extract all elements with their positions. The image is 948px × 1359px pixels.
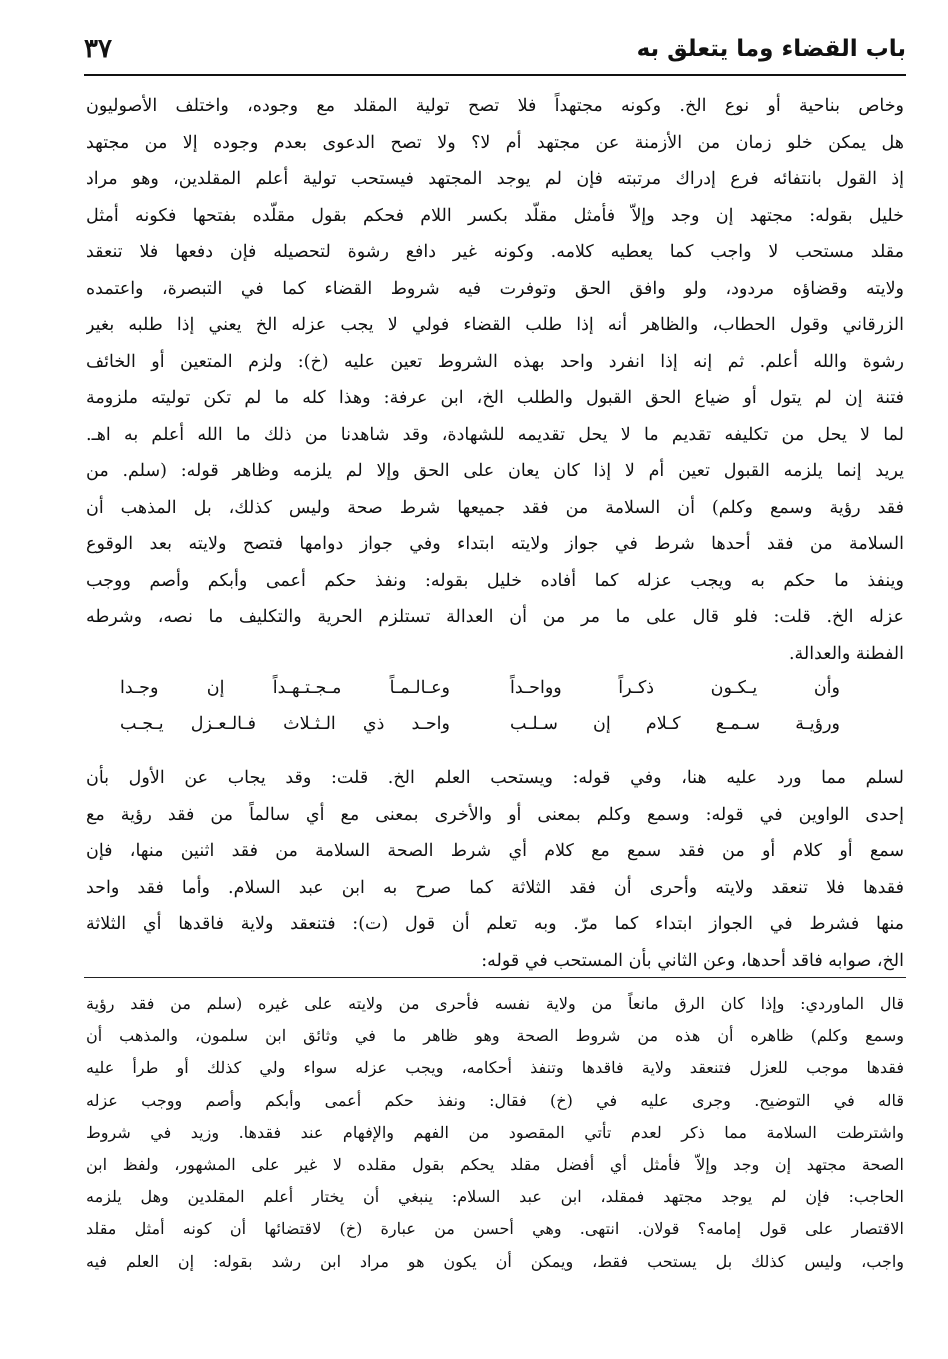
text-line: فقد رؤية وسمع وكلم) أن السلامة من فقد جميعها شرط صحة وليس كذلك، بل المذهب أن [86,497,904,518]
text-line: خليل بقوله: مجتهد إن وجد وإلاّ فأمثل مقلّد بكسر اللام فحكم بقول مقلّده بفتحها فكونه أمثل [86,205,904,226]
text-line: يريد إنما يلزمه القبول تعين أم لا إذا كان يعان على الحق وإلا لم يلزمه وظاهر قوله: (سلم. من [86,461,904,481]
footnote-line: قاله في التوضيح. وجرى عليه في (خ) فقال: ونفذ حكم أعمى وأبكم وأصم ووجب عزله [86,1090,904,1110]
text-line: فتنة إن لم يتول أو ضياع الحق القبول والطلب الخ، ابن عرفة: وهذا كله ما لم تكن توليته ملزومة [86,388,904,408]
verse-second-hemistich: واحـد ذي الـثـلاث فـالـعـزل يـجـب [120,714,450,734]
verse-second-hemistich: وعـالـمـاً مـجـتـهـداً إن وجـدا [120,678,450,698]
main-text-block-2 [86,760,904,979]
poem-verses [120,670,840,742]
footnote-line: قال الماوردي: وإذا كان الرق مانعاً من ولاية نفسه فأحرى من ولايته على غيره (سلم من فقد رؤية [86,994,904,1013]
text-line: عزله الخ. قلت: فلو قال على ما مر من أن العدالة تستلزم الحرية والتكليف ما نصه، وشرطه [86,607,904,627]
footnote-line: وسمع وكلم) ظاهره أن هذه من شروط الصحة وهو ظاهر ما في وثائق ابن سلمون، والمذهب أن [86,1026,904,1046]
footnotes-block [86,988,904,1278]
text-line: سمع أو كلام أو من فقد سمع مع كلام أي شرط الصحة السلامة من فقد اثنين منها، فإن [86,841,904,861]
footnote-line: الاقتصار على قول إمامه؟ قولان. انتهى. وهي أحسن من عبارة (خ) لاقتضائها أن كونه أمثل مقلد [86,1219,904,1239]
text-line: هل يمكن خلو زمان من الأزمنة عن مجتهد أم لا؟ ولا تصح الدعوى بعدم وجوده إلا من مجتهد [86,132,904,153]
text-line: الخ، صوابه فاقد أحدها، وعن الثاني بأن المستحب في قوله: [481,950,904,971]
text-line: السلامة من فقد أحدها شرط في جواز ولايته ابتداء وفي جواز دوامها فتصح ولايته بعد الوقوع [86,534,904,554]
footnote-line: فقدها موجب للعزل فتنعقد ولاية فاقدها وتنفذ أحكامه، ويجب عزله سواء ولي كذلك أو طرأ عليه [86,1058,904,1078]
footnote-line: واجب، وليس كذلك بل يستحب فقط، ويمكن أن يكون هو مراد ابن رشد بقوله: إن العلم فيه [86,1251,904,1271]
text-line: رشوة والله أعلم. ثم إنه إذا انفرد واحد بهذه الشروط تعين عليه (خ): ولزم المتعين أو الخائف [86,351,904,372]
text-line: منها فشرط في الجواز ابتداء كما مرّ. وبه تعلم أن قول (ت): فتنعقد ولاية فاقدها أي الثلاثة [86,914,904,934]
verse-first-hemistich: ورؤيـة سـمـع كـلام إن سـلـب [510,714,840,734]
text-line: الزرقاني وقول الحطاب، والظاهر أنه إذا طلب القضاء فولي لا يجب عزله الخ يعني إذا طلبه بغير [86,315,904,335]
footnote-line: واشترطت السلامة مما ذكر لعدم تأتي المقصود من الفهم والإفهام عند فقدها. وزيد في شروط [86,1122,904,1142]
footnote-line: الصحة مجتهد إن وجد وإلاّ فأمثل أي أفضل مقلد يحكم بقول مقلده لا غير على المشهور، ولفظ ابن [86,1154,904,1174]
text-line: وخاص بناحية أو نوع الخ. وكونه مجتهداً فلا تصح تولية المقلد مع وجوده، واختلف الأصوليون [86,96,904,116]
page-number: ٣٧ [84,34,112,64]
header-divider [84,74,906,76]
footnote-divider [84,977,906,978]
verse-first-hemistich: وأن يـكـون ذكـراً وواحـداً [510,678,840,698]
text-line: مقلد مستحب لا واجب كما يعطيه كلامه. وكونه غير دافع رشوة لتحصيله فإن دفعها فلا تنعقد [86,242,904,262]
text-line: وينفذ ما حكم به ويجب عزله كما أفاده خليل بقوله: ونفذ حكم أعمى وأبكم وأصم ووجب [86,570,904,591]
footnote-line: الحاجب: فإن لم يوجد مجتهد فمقلد، ابن عبد السلام: ينبغي أن يختار أعلم المقلدين وهل يلزمه [86,1187,904,1207]
text-line: الفطنة والعدالة. [788,643,904,664]
page-header [84,28,906,70]
running-title: باب القضاء وما يتعلق به [636,36,906,62]
text-line: فقدها فلا تنعقد ولايته وأحرى أن فقد الثلاثة كما صرح به ابن عبد السلام. وأما فقد واحد [86,877,904,898]
text-line: لما لا يحل من تكليفه تقديم ما لا يحل تقديمه للشهادة، وقد شاهدنا من ذلك ما الله أعلم به اهـ. [86,424,904,445]
text-line: ولايته وقضاؤه مردود، ولو وافق الحق وتوفرت فيه شروط القضاء كما في التبصرة، واعتمده [86,278,904,299]
main-text-block-1 [86,88,904,672]
text-line: لسلم مما ورد عليه هنا، وفي قوله: ويستحب العلم الخ. قلت: وقد يجاب عن الأول بأن [86,768,904,788]
text-line: إحدى الواوين في قوله: وسمع وكلم بمعنى أو والأخرى بمعنى مع أي سالماً من فقد رؤية مع [86,804,904,825]
verse-line [120,706,840,742]
text-line: إذ القول بانتفائه فرع إدراك مرتبته فإن لم يوجد المجتهد فيستحب تولية أعلم المقلدين، وهو مراد [86,169,904,189]
verse-line [120,670,840,706]
